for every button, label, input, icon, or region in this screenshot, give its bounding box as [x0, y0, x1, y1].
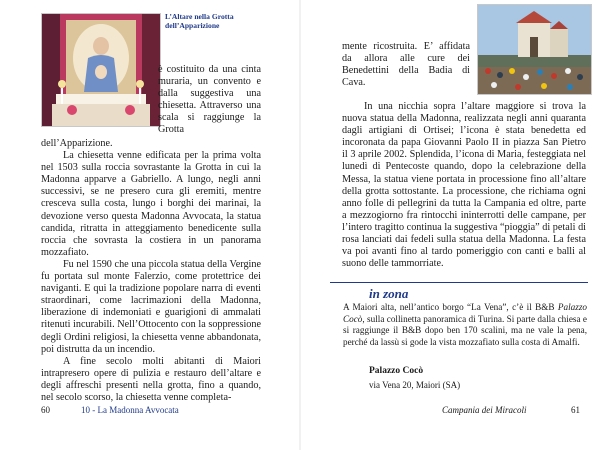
venue-name: Palazzo Cocò: [369, 366, 424, 376]
page-number: 60: [41, 405, 50, 415]
chapter-label: 10 - La Madonna Avvocata: [81, 405, 179, 415]
in-zona-text: [343, 302, 587, 348]
series-title: Campania dei Miracoli: [442, 405, 527, 415]
altar-illustration: [42, 14, 160, 126]
text-run: , sulla collinetta panoramica di Turina. Si parte dalla chiesa e si raggiunge il B&B dopo ben 170 scalini, ma ne vale la pena, perché da lassù si gode la vista mozzafiato sulla costa di Amalfi.: [343, 313, 587, 347]
in-zona-heading: in zona: [369, 286, 409, 301]
altar-photo: [41, 13, 161, 127]
text-run: A Maiori alta, nell’antico borgo “La Vena”, c’è il B&B: [343, 302, 558, 312]
paragraph: dell’Apparizione.: [41, 138, 113, 149]
body-text-main: [41, 138, 261, 404]
body-text-wrap: [342, 41, 470, 89]
section-divider: [330, 282, 588, 283]
bnb-name: Palazzo Cocò: [343, 302, 587, 324]
venue-address: via Vena 20, Maiori (SA): [369, 380, 461, 390]
body-text-wrap: [158, 64, 261, 137]
paragraph: A fine secolo molti abitanti di Maiori intrapresero opere di pulizia e restauro dell’altare e degli affreschi presenti nella grotta, fino a quando, nel secolo scorso, la chiesetta venne completa-: [41, 355, 261, 403]
page-number: 61: [571, 405, 580, 415]
paragraph: mente ricostruita. E’ affidata da allora alle cure dei Benedettini della Badia di Cava.: [342, 41, 470, 89]
paragraph: [343, 302, 587, 348]
photo-caption: L’Altare nella Grotta dell’Apparizione: [165, 12, 234, 30]
hilltop-church-illustration: [478, 5, 591, 94]
paragraph: La chiesetta venne edificata per la prima volta nel 1503 sulla roccia sovrastante la Grotta in cui la Madonna apparve a Gabriello. A lungo, negli anni successivi, se ne presero cura gli eremiti, mentre cresceva sulla costa, lungo i borghi dei marinai, la devozione verso questa Madonna Avvocata, la statua candida, ritratta in atteggiamento benedicente sulla roccia che sovrasta la costiera in un panorama mozzafiato.: [41, 150, 261, 258]
body-text-main: [342, 101, 586, 270]
paragraph: è costituito da una cinta muraria, un convento e dalla suggestiva una chiesetta. Attraverso una scala si raggiunge la Grotta: [158, 64, 261, 136]
paragraph: Fu nel 1590 che una piccola statua della Vergine fu portata sul monte Falerzio, come protettrice dei naviganti. E qui la tradizione popolare narra di eventi straordinari, come lacrimazioni della Madonna, liberazione di indemoniati e guarigioni di ammalati ritenuti incurabili. Nell’Ottocento con la soppressione degli Ordini religiosi, la chiesetta venne abbandonata, poi distrutta da un incendio.: [41, 258, 261, 355]
church-photo: [477, 4, 592, 95]
paragraph: In una nicchia sopra l’altare maggiore si trova la nuova statua della Madonna, realizzata negli anni quaranta dagli artigiani di Ortisei; l’icona è stata benedetta ed incoronata da papa Giovanni Paolo II in piazza San Pietro il 3 aprile 2002. Splendida, l’icona di Maria, festeggiata nel lunedì di Pentecoste quando, dopo la celebrazione della Messa, la statua viene portata in processione fino all’altare della grotta sottostante. La processione, che richiama ogni anno folle di pellegrini da tutta la Campania ed oltre, parte a mezzogiorno fra rintocchi ininterrotti delle campane, per l’intero tragitto continua la suggestiva “pioggia” di petali di rosa lanciati dai fedeli sulla statua della Madonna. La festa va poi avanti fino al tardo pomeriggio con canti e balli al suono delle tammorriate.: [342, 101, 586, 270]
